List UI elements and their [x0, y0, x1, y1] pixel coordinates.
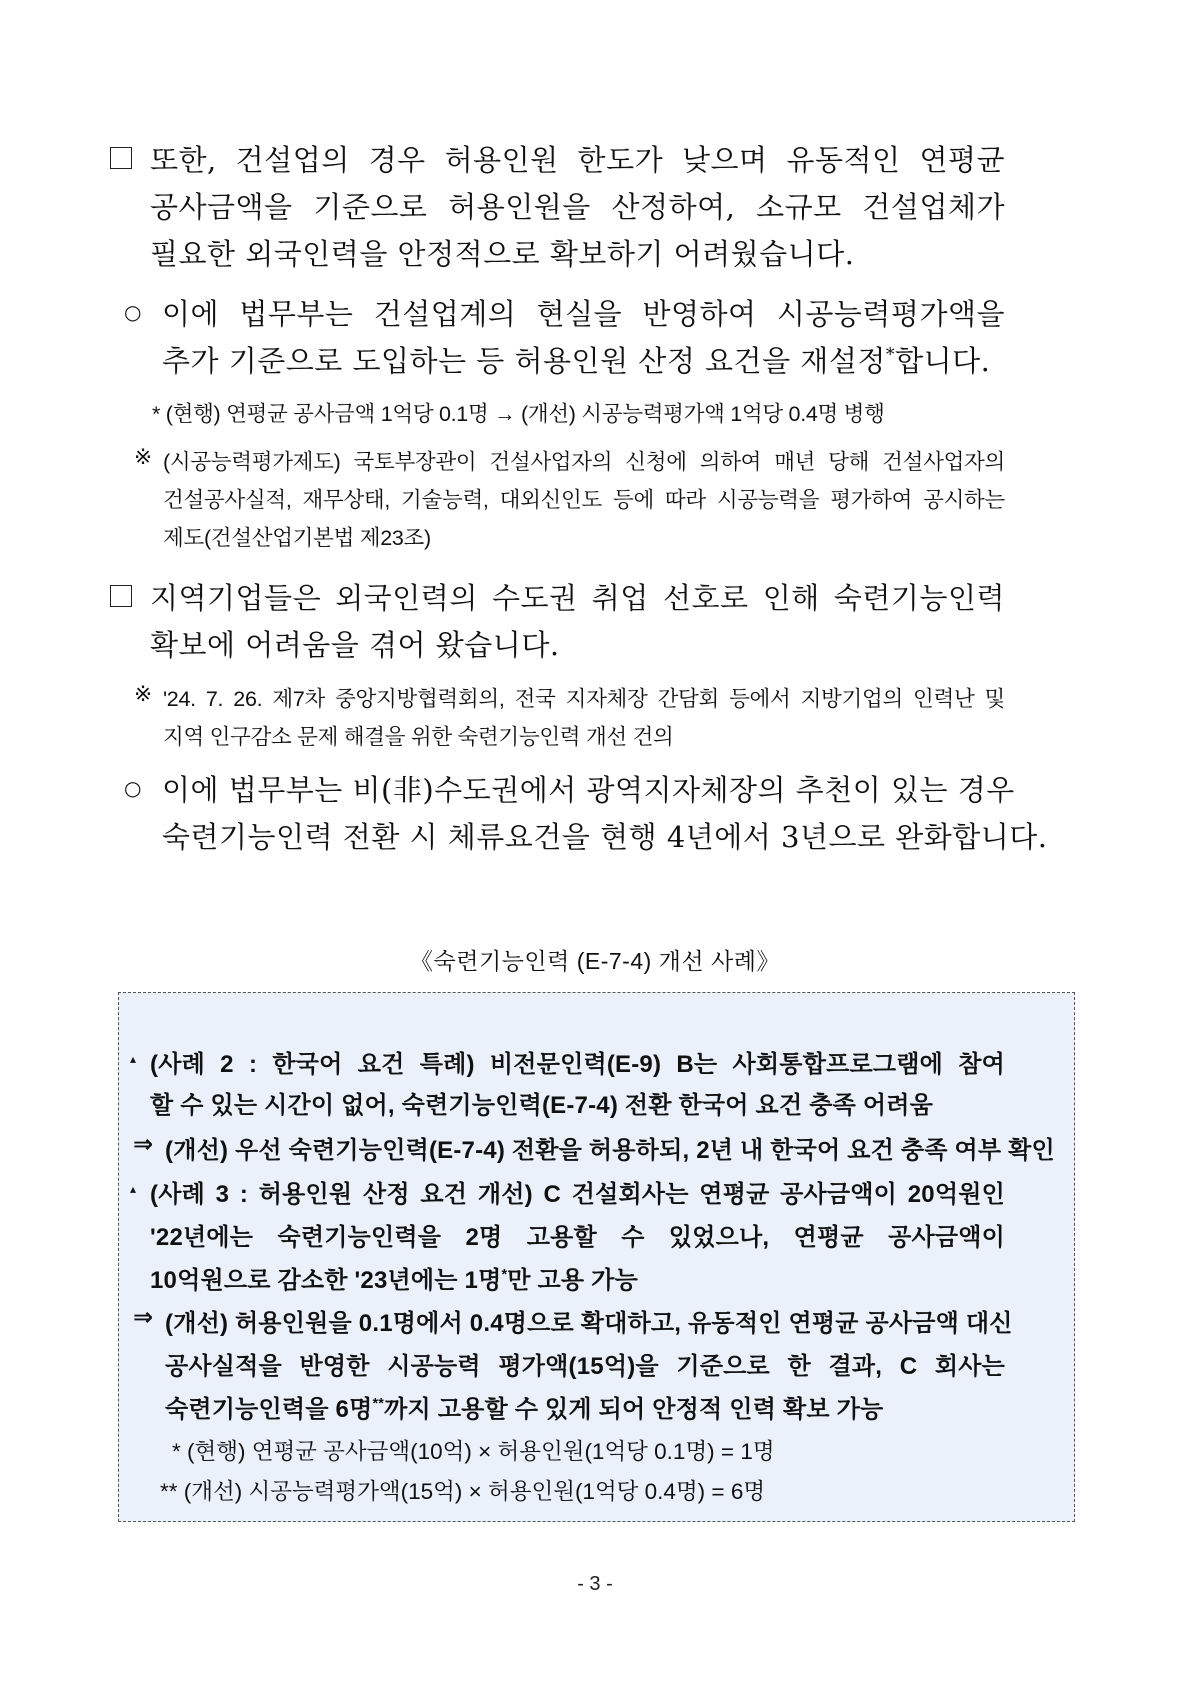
reference-note-line: 건설공사실적, 재무상태, 기술능력, 대외신인도 등에 따라 시공능력을 평가하여 공시하는: [163, 488, 1005, 512]
footnote-mark: **: [372, 1396, 385, 1412]
body-text-line: 지역기업들은 외국인력의 수도권 취업 선호로 인해 숙련기능인력: [150, 581, 1005, 615]
footnote-text: * (현행) 연평균 공사금액 1억당 0.1명 → (개선) 시공능력평가액 1억당 0.4명 병행: [152, 402, 885, 426]
case-text-line: '22년에는 숙련기능인력을 2명 고용할 수 있었으나, 연평균 공사금액이: [150, 1224, 1005, 1251]
case-box-caption: 《숙련기능인력 (E-7-4) 개선 사례》: [410, 948, 780, 974]
case-footnote: ** (개선) 시공능력평가액(15억) × 허용인원(1억당 0.4명) = 6명: [160, 1479, 766, 1504]
case-text-line: 할 수 있는 시간이 없어, 숙련기능인력(E-7-4) 전환 한국어 요건 충족 어려움: [150, 1092, 933, 1119]
body-text-line: 또한, 건설업의 경우 허용인원 한도가 낮으며 유동적인 연평균: [150, 143, 1005, 177]
case-improvement-line: 공사실적을 반영한 시공능력 평가액(15억)을 기준으로 한 결과, C 회사는: [165, 1353, 1005, 1380]
reference-note-line: 제도(건설산업기본법 제23조): [163, 526, 431, 550]
body-text-line: 확보에 어려움을 겪어 왔습니다.: [150, 628, 560, 662]
square-bullet-icon: [110, 585, 132, 607]
triangle-bullet-icon: ▴: [130, 1052, 137, 1066]
body-text-line: 이에 법무부는 비(非)수도권에서 광역지자체장의 추천이 있는 경우: [162, 773, 1015, 807]
page-number: - 3 -: [577, 1573, 613, 1595]
body-text-line: [162, 339, 990, 380]
body-text-line: 공사금액을 기준으로 허용인원을 산정하여, 소규모 건설업체가: [150, 190, 1005, 224]
case-text-line: (사례 3 : 허용인원 산정 요건 개선) C 건설회사는 연평균 공사금액이 20억원인: [150, 1181, 1005, 1208]
triangle-bullet-icon: ▴: [130, 1182, 137, 1196]
circle-bullet-icon: ○: [124, 300, 142, 324]
case-improvement-line: [165, 1389, 883, 1424]
arrow-icon: ⇒: [133, 1304, 154, 1331]
case-text: 10억원으로 감소한 '23년에는 1명: [150, 1267, 502, 1294]
reference-note-line: '24. 7. 26. 제7차 중앙지방협력회의, 전국 지자체장 간담회 등에서 지방기업의 인력난 및: [163, 687, 1005, 711]
body-text-line: 이에 법무부는 건설업계의 현실을 반영하여 시공능력평가액을: [162, 297, 1005, 331]
footnote-mark: *: [501, 1267, 508, 1283]
reference-mark: ※: [134, 445, 152, 469]
case-improvement-line: (개선) 허용인원을 0.1명에서 0.4명으로 확대하고, 유동적인 연평균 공사금액 대신: [165, 1310, 1013, 1337]
circle-bullet-icon: ○: [124, 776, 142, 800]
arrow-icon: ⇒: [133, 1131, 154, 1158]
body-text: 합니다.: [895, 344, 991, 378]
body-text-line: 필요한 외국인력을 안정적으로 확보하기 어려웠습니다.: [150, 237, 855, 271]
body-text: 추가 기준으로 도입하는 등 허용인원 산정 요건을 재설정: [162, 344, 886, 378]
case-improvement-line: (개선) 우선 숙련기능인력(E-7-4) 전환을 허용하되, 2년 내 한국어 요건 충족 여부 확인: [165, 1137, 1055, 1164]
case-text: 까지 고용할 수 있게 되어 안정적 인력 확보 가능: [384, 1396, 884, 1423]
footnote-mark: *: [885, 345, 896, 366]
square-bullet-icon: [110, 147, 132, 169]
case-text: 만 고용 가능: [507, 1267, 638, 1294]
reference-mark: ※: [134, 682, 152, 706]
case-text: 숙련기능인력을 6명: [165, 1396, 373, 1423]
reference-note-line: (시공능력평가제도) 국토부장관이 건설사업자의 신청에 의하여 매년 당해 건설사업자의: [163, 450, 1005, 474]
case-text-line: [150, 1260, 638, 1295]
case-text-line: (사례 2 : 한국어 요건 특례) 비전문인력(E-9) B는 사회통합프로그램에 참여: [150, 1051, 1005, 1078]
reference-note-line: 지역 인구감소 문제 해결을 위한 숙련기능인력 개선 건의: [163, 725, 674, 749]
case-footnote: * (현행) 연평균 공사금액(10억) × 허용인원(1억당 0.1명) = 1명: [172, 1439, 775, 1464]
body-text-line: 숙련기능인력 전환 시 체류요건을 현행 4년에서 3년으로 완화합니다.: [162, 820, 1048, 854]
